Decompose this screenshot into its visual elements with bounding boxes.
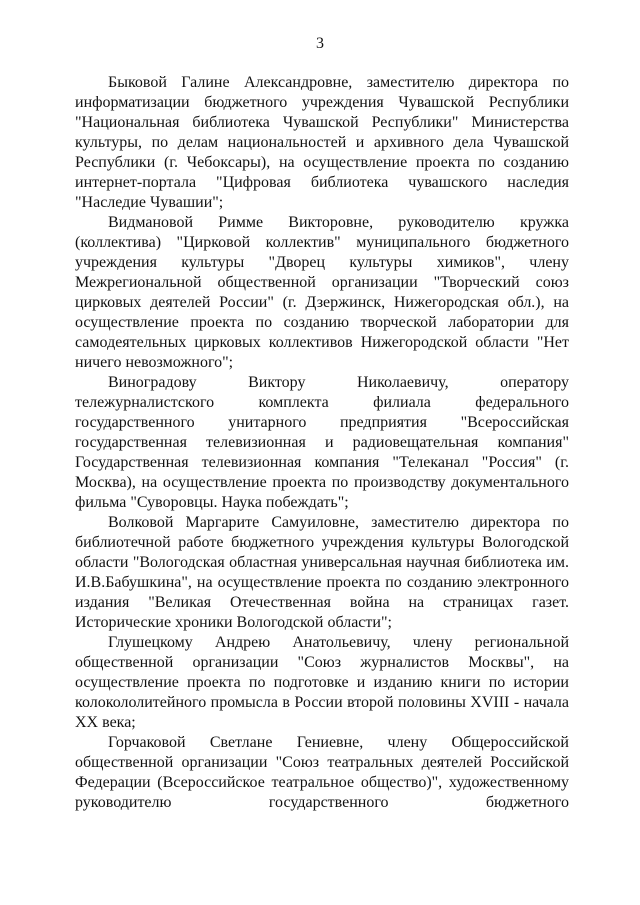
recipient-entry: Волковой Маргарите Самуиловне, заместителю директора по библиотечной работе бюджетного учреждения культуры Вологодской области "Вологодская областная универсальная научная библиотека им. И.В.Бабушкина", на осуществление проекта по созданию электронного издания "Великая Отечественная война на страницах газет. Исторические хроники Вологодской области"; bbox=[75, 514, 569, 631]
grant-recipient-list bbox=[75, 73, 569, 813]
recipient-entry: Горчаковой Светлане Гениевне, члену Общероссийской общественной организации "Союз театральных деятелей Российской Федерации (Всероссийское театральное общество)", художественному руководителю государственного бюджетного bbox=[75, 734, 569, 811]
page-number: 3 bbox=[316, 35, 324, 52]
recipient-entry: Виноградову Виктору Николаевичу, оператору тележурналистского комплекта филиала федерального государственного унитарного предприятия "Всероссийская государственная телевизионная и радиовещательная компания" Государственная телевизионная компания "Телеканал "Россия" (г. Москва), на осуществление проекта по производству документального фильма "Суворовцы. Наука побеждать"; bbox=[75, 374, 569, 511]
recipient-entry: Быковой Галине Александровне, заместителю директора по информатизации бюджетного учреждения Чувашской Республики "Национальная библиотека Чувашской Республики" Министерства культуры, по делам национальностей и архивного дела Чувашской Республики (г. Чебоксары), на осуществление проекта по созданию интернет-портала "Цифровая библиотека чувашского наследия "Наследие Чувашии"; bbox=[75, 74, 569, 211]
recipient-entry: Глушецкому Андрею Анатольевичу, члену региональной общественной организации "Союз журналистов Москвы", на осуществление проекта по подготовке и изданию книги по истории колокололитейного промысла в России второй половины XVIII - начала XX века; bbox=[75, 634, 569, 731]
recipient-entry: Видмановой Римме Викторовне, руководителю кружка (коллектива) "Цирковой коллектив" муниципального бюджетного учреждения культуры "Дворец культуры химиков", члену Межрегиональной общественной организации "Творческий союз цирковых деятелей России" (г. Дзержинск, Нижегородская обл.), на осуществление проекта по созданию творческой лаборатории для самодеятельных цирковых коллективов Нижегородской области "Нет ничего невозможного"; bbox=[75, 214, 569, 371]
